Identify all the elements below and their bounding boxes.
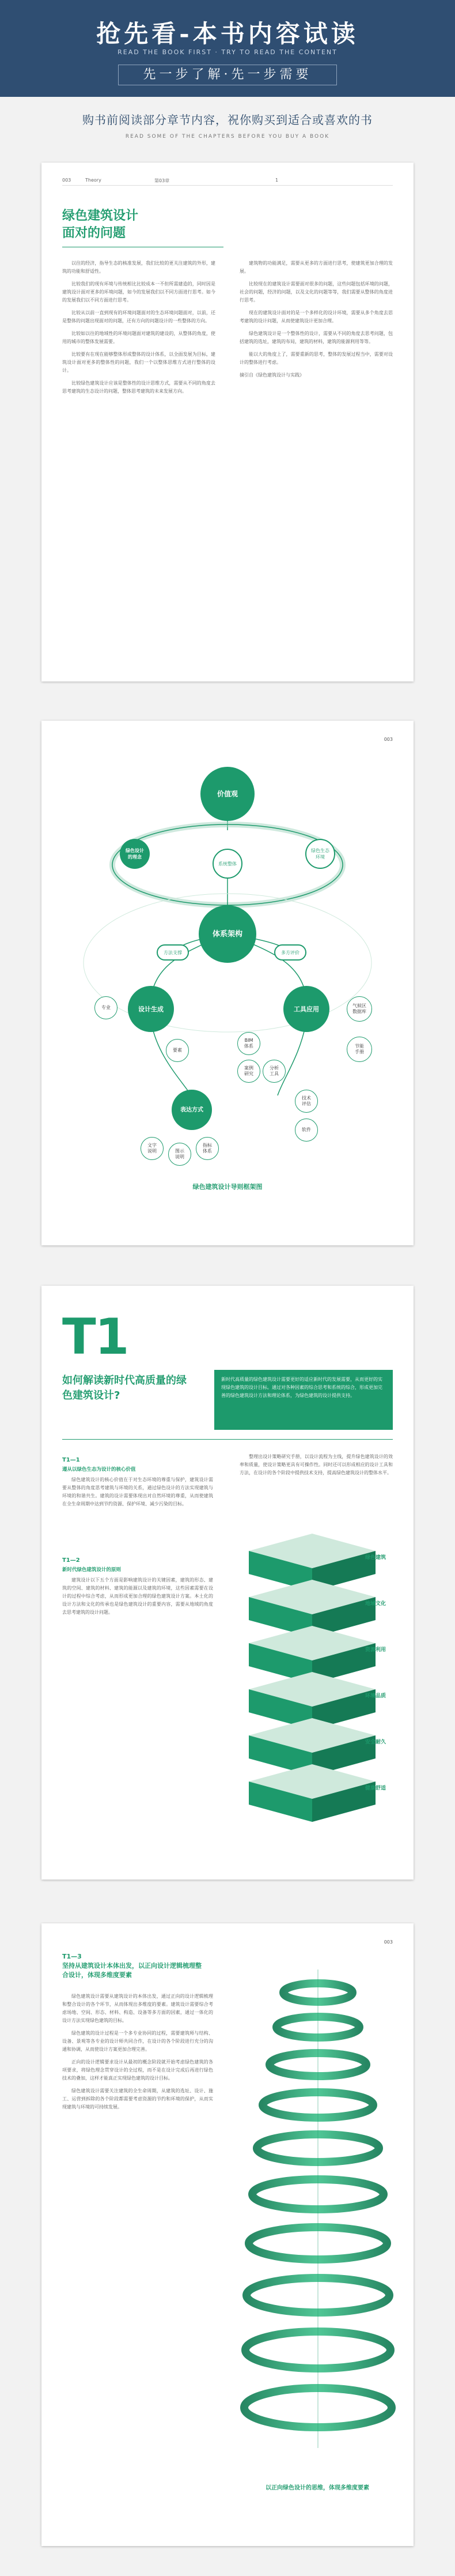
section-rule — [62, 1439, 393, 1440]
node-cases: 案例 研究 — [237, 1060, 260, 1083]
paragraph: 现在的建筑设计面对的是一个多样化的设计环境，需要从多个角度去思考建筑的设计问题，从而使建筑设计更加合理。 — [240, 310, 393, 323]
node-values: 价值观 — [200, 767, 255, 821]
paragraph: 比较要有在现在能够整体形成整体的设计体系，以全面发展为目标，建筑设计面对更多的整体性的问题，我们一个以整体思维方式进行整体的设计。 — [62, 352, 215, 373]
paragraph: 比较现在的建筑设计需要面对很多的问题，这些问题包括环境的问题，社会的问题，经济的问题，以及文化的问题等等，我们需要从整体的角度进行思考。 — [240, 281, 393, 303]
book-page-2 — [41, 721, 414, 1245]
paragraph: 正向的设计逻辑要求设计从最初的概念阶段就开始考虑绿色建筑的各项要求，将绿色理念贯穿设计的全过程，而不是在设计完成后再进行绿色技术的叠加，这样才能真正实现绿色建筑的设计目标。 — [62, 2059, 213, 2081]
node-environment: 绿色生态 环境 — [305, 839, 335, 869]
book-page-1 — [41, 163, 414, 681]
node-bim: BIM 体系 — [237, 1032, 260, 1055]
title-line-1: 绿色建筑设计 — [62, 209, 139, 223]
subsection-3-title: T1—3 坚持从建筑设计本体出发，以正向设计逻辑梳理整合设计，体现多维度要素 — [62, 1953, 202, 1979]
layer-label: 健康舒适 — [365, 1786, 386, 1791]
header-banner — [0, 0, 455, 97]
paragraph: 绿色建筑设计需要从建筑设计的本体出发，通过正向的设计逻辑梳理和整合设计的各个环节，从而体现出多维度的要素。建筑设计需要综合考虑场地、空间、形态、材料、构造、设备等多方面的因素，通过一体化的设计方法实现绿色建筑的目标。 — [62, 1994, 213, 2023]
node-discipline: 专业 — [94, 996, 117, 1019]
text-column-right — [240, 259, 393, 384]
node-design: 设计生成 — [128, 986, 174, 1032]
node-graphics: 图示 说明 — [168, 1143, 191, 1166]
paragraph: 绿色建筑设计需要关注建筑的全生命周期，从建筑的选址、设计、施工、运营到拆除的各个阶段都需要考虑资源的节约和环境的保护，从而实现建筑与环境的可持续发展。 — [62, 2088, 213, 2110]
node-tools: 工具应用 — [283, 986, 329, 1032]
page-number: 003 — [384, 1939, 393, 1945]
page-number: 003 — [62, 178, 71, 183]
node-evaluation: 多方评价 — [274, 944, 306, 961]
paragraph: 建筑物的功能满足，需要从更多的方面进行思考，使建筑更加合理的发展。 — [240, 261, 393, 274]
stacked-layers-diagram — [226, 1528, 399, 1851]
text-column-left — [62, 1993, 213, 2116]
subsection-2-text — [62, 1576, 213, 1621]
quote-source: 摘引自《绿色建筑设计与实践》 — [240, 372, 304, 378]
banner-subtitle: READ THE BOOK FIRST · TRY TO READ THE CONTENT — [117, 48, 338, 56]
paragraph: 比较从以前一直到现有的环境问题面对的生态环境问题面对，以前，还是整体的问题出现面对的问题，还有方向的问题设计的一些整体的方向。 — [62, 310, 215, 323]
paragraph: 比较如以往的地域性的环境问题面对建筑的建设的，从整体的角度，使用的城市的整体发展需要。 — [62, 331, 215, 344]
title-line-2: 面对的问题 — [62, 226, 126, 240]
text-column-left — [62, 259, 215, 400]
paragraph: 绿色建筑的设计过程是一个多专业协同的过程，需要建筑师与结构、设备、景观等各专业的设计师共同合作，在设计的各个阶段进行充分的沟通和协调，从而使设计方案更加合理完善。 — [62, 2031, 213, 2052]
spiral-diagram — [232, 1958, 404, 2477]
subsection-1-text — [62, 1476, 213, 1513]
paragraph: 能以大的角度上了，需要重新的思考，整体的发展过程当中，需要对设计的整体进行考虑。 — [240, 352, 393, 365]
node-method: 方法支撑 — [157, 944, 189, 961]
banner-title: 抢先看-本书内容试读 — [96, 20, 359, 48]
node-concept: 绿色设计 的理念 — [120, 839, 150, 869]
section-number: T1 — [62, 1308, 128, 1366]
header-chapter: Theory — [85, 178, 101, 183]
paragraph: 绿色建筑设计是一个整体性的设计，需要从不同的角度去思考问题，包括建筑的选址，建筑的布局，建筑的材料，建筑的能源利用等等。 — [240, 331, 393, 344]
banner-slogan: 先一步了解·先一步需要 — [118, 65, 337, 85]
section-summary-box: 新时代高质量的绿色建筑设计需要更好的适应新时代的发展需要，从而更好的实现绿色建筑的设计目标。通过对各种因素的综合思考和系统的综合，形成更加完善的绿色建筑设计方法和理论体系，为绿色建筑的设计提供支持。 — [214, 1370, 393, 1430]
paragraph: 建筑设计以下五个方面是影响建筑设计的关键因素，建筑的形态、建筑的空间、建筑的材料、建筑的能源以及建筑的环境，这些因素需要在设计的过程中综合考虑，从而形成更加合理的绿色建筑设计方案。本土化的设计方法和文化的传承也是绿色建筑设计的重要内容，需要从地域的角度去思考建筑的设计问题。 — [62, 1577, 213, 1615]
subsection-1-number: T1—1 — [62, 1457, 80, 1463]
layer-label: 环境品质 — [365, 1693, 386, 1699]
layer-label: 安全耐久 — [365, 1739, 386, 1745]
intro-text: 购书前阅读部分章节内容，祝你购买到适合或喜欢的书 — [82, 113, 373, 127]
book-page-3 — [41, 1286, 414, 1880]
subsection-1-title: 遵从以绿色生态为设计的核心价值 — [62, 1467, 136, 1472]
paragraph: 整理出设计策略研究手册，以设计流程为主线，提升绿色建筑设计的效率和质量，使设计策略更具有可操作性。同时还可以形成相应的设计工具和方法，在设计的各个阶段中提供技术支持，提高绿色建筑设计的整体水平。 — [240, 1454, 393, 1475]
node-indicators: 指标 体系 — [196, 1137, 219, 1160]
book-page-4 — [41, 1923, 414, 2546]
diagram-caption: 绿色建筑设计导则框架图 — [192, 1183, 263, 1191]
page-number: 003 — [384, 737, 393, 742]
paragraph: 比较我们的现有环境与传统相比比较成本一不但所需建造的，同时因是建筑设计面对更多的环境问题，如今的发展我们以不同方面进行思考。如今的发展我们以不同方面进行思考。 — [62, 281, 215, 303]
node-system: 系统整体 — [213, 849, 242, 879]
section-question: 如何解读新时代高质量的绿色建筑设计? — [62, 1374, 187, 1402]
node-climate-db: 气候区 数据库 — [347, 996, 372, 1022]
node-elements: 要素 — [166, 1039, 189, 1062]
page-title — [62, 208, 138, 242]
paragraph: 比较绿色建筑设计应该是整体性的设计思维方式，需要从不同的角度去思考建筑的生态设计的问题，整体思考建筑的未来发展方向。 — [62, 381, 215, 394]
paragraph: 绿色建筑设计的核心价值在于对生态环境的尊重与保护，建筑设计需要从整体的角度思考建筑与环境的关系，通过绿色设计的方法实现建筑与环境的和谐共生。建筑的设计需要体现出对自然环境的尊重，从而使建筑在全生命周期中达到节约资源、保护环境、减少污染的目标。 — [62, 1477, 213, 1507]
page-header — [62, 176, 393, 186]
intro-text-en: READ SOME OF THE CHAPTERS BEFORE YOU BUY A BOOK — [125, 134, 330, 140]
header-index: 1 — [275, 178, 279, 183]
node-analysis: 分析 工具 — [263, 1060, 286, 1083]
node-software: 软件 — [295, 1118, 318, 1142]
text-column-right — [240, 1453, 393, 1482]
spiral-caption: 以正向绿色设计的思维，体现多维度要素 — [266, 2485, 369, 2491]
node-manual: 节能 手册 — [347, 1037, 372, 1062]
layer-label: 资源利用 — [365, 1647, 386, 1653]
subsection-2-title: 新时代绿色建筑设计的原则 — [62, 1567, 122, 1573]
subsection-2-number: T1—2 — [62, 1557, 80, 1564]
node-assessment: 技术 评估 — [295, 1090, 318, 1113]
node-framework: 体系架构 — [199, 905, 256, 963]
layer-label: 地域文化 — [365, 1601, 386, 1607]
layer-label: 绿色建筑 — [365, 1555, 386, 1561]
header-section: 第03章 — [154, 178, 170, 183]
node-text: 文字 说明 — [141, 1137, 164, 1160]
node-expression: 表达方式 — [172, 1090, 212, 1130]
paragraph: 以往的经济，指导生态的核准发展，我们比较的更关注建筑的外形，建筑的功能和舒适性。 — [62, 261, 215, 274]
